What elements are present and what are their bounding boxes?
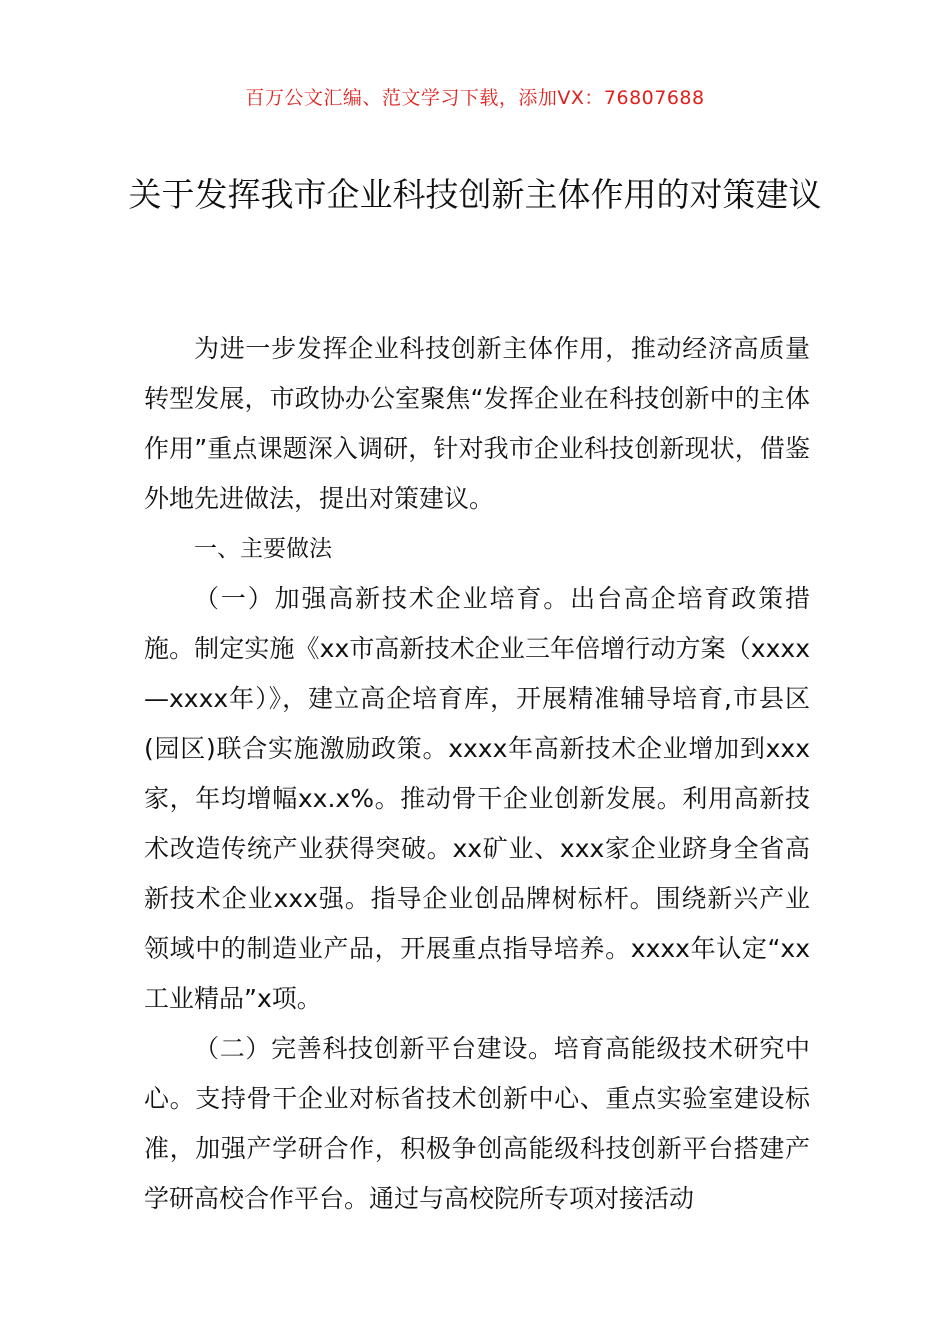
document-body (144, 324, 810, 1224)
intro-paragraph: 为进一步发挥企业科技创新主体作用，推动经济高质量转型发展，市政协办公室聚焦“发挥企业在科技创新中的主体作用”重点课题深入调研，针对我市企业科技创新现状，借鉴外地先进做法，提出对策建议。 (144, 334, 810, 513)
section-heading-main-practices: 一、主要做法 (194, 536, 332, 562)
paragraph-item-2: （二）完善科技创新平台建设。培育高能级技术研究中心。支持骨干企业对标省技术创新中心、重点实验室建设标准，加强产学研合作，积极争创高能级科技创新平台搭建产学研高校合作平台。通过与高校院所专项对接活动 (144, 1034, 810, 1213)
paragraph-item-1: （一）加强高新技术企业培育。出台高企培育政策措施。制定实施《xx市高新技术企业三年倍增行动方案（xxxx—xxxx年）》，建立高企培育库，开展精准辅导培育,市县区(园区)联合实施激励政策。xxxx年高新技术企业增加到xxx家，年均增幅xx.x%。推动骨干企业创新发展。利用高新技术改造传统产业获得突破。xx矿业、xxx家企业跻身全省高新技术企业xxx强。指导企业创品牌树标杆。围绕新兴产业领域中的制造业产品，开展重点指导培养。xxxx年认定“xx工业精品”x项。 (144, 584, 810, 1013)
document-title: 关于发挥我市企业科技创新主体作用的对策建议 (128, 175, 822, 214)
header-watermark-note: 百万公文汇编、范文学习下载，添加VX：76807688 (245, 87, 705, 109)
